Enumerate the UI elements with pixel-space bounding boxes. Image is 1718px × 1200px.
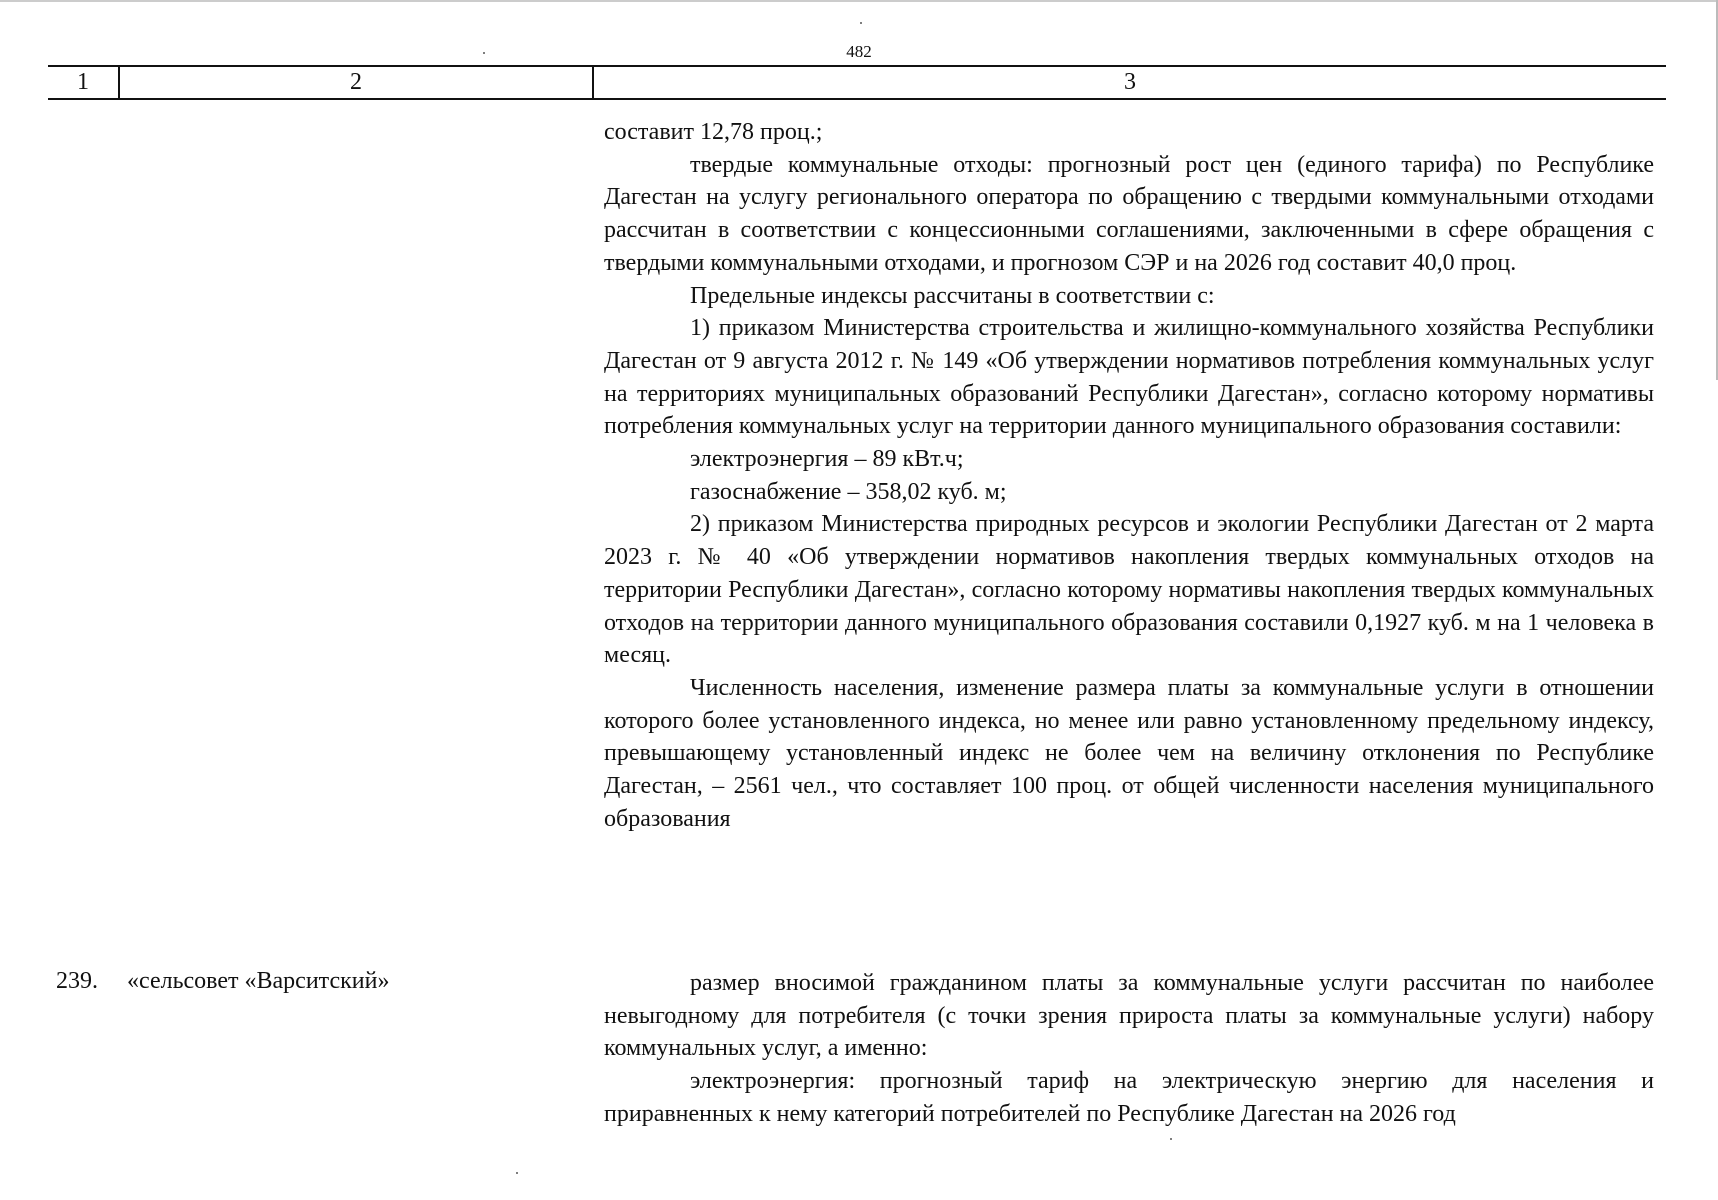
block1-paragraph: 1) приказом Министерства строительства и жилищно-коммунального хозяйства Республики Дагестан от 9 августа 2012 г. № 149 «Об утверждении нормативов потребления коммунальных услуг на территориях муниципальных образований Республики Дагестан», согласно которому нормативы потребления коммунальных услуг на территории данного муниципального образования составили: xyxy=(604,315,1654,440)
scan-speck xyxy=(1170,1138,1172,1140)
block1-paragraph: твердые коммунальные отходы: прогнозный рост цен (единого тарифа) по Республике Дагестан на услугу регионального оператора по обращению с твердыми коммунальными отходами рассчитан в соответствии с концессионными соглашениями, заключенными в сфере обращения с твердыми коммунальными отходами, и прогнозом СЭР и на 2026 год составит 40,0 проц. xyxy=(604,151,1654,276)
row-239-name: «сельсовет «Варситский» xyxy=(127,968,390,994)
scan-speck xyxy=(860,22,862,24)
table-header-col1: 1 xyxy=(77,69,89,95)
table-header-col2: 2 xyxy=(350,69,362,95)
table-header-bottom-border xyxy=(48,98,1666,100)
row-239-number: 239. xyxy=(56,968,98,994)
row-239-paragraph: электроэнергия: прогнозный тариф на электрическую энергию для населения и приравненных к нему категорий потребителей по Республике Дагестан на 2026 год xyxy=(604,1068,1654,1127)
block1-paragraph: 2) приказом Министерства природных ресурсов и экологии Республики Дагестан от 2 марта 2023 г. № 40 «Об утверждении нормативов накопления твердых коммунальных отходов на территории Республики Дагестан», согласно которому нормативы накопления твердых коммунальных отходов на территории данного муниципального образования составили 0,1927 куб. м на 1 человека в месяц. xyxy=(604,511,1654,669)
scan-speck xyxy=(516,1172,518,1174)
block1-text-column xyxy=(604,116,1654,835)
block1-paragraph: составит 12,78 проц.; xyxy=(604,119,823,145)
row-239-text-column xyxy=(604,967,1654,1131)
page-number: 482 xyxy=(846,42,872,61)
block1-paragraph: электроэнергия – 89 кВт.ч; xyxy=(690,446,964,473)
scan-top-edge xyxy=(0,0,1718,2)
block1-paragraph: газоснабжение – 358,02 куб. м; xyxy=(690,478,1007,505)
block1-paragraph: Предельные индексы рассчитаны в соответствии с: xyxy=(690,282,1215,309)
scan-speck xyxy=(483,52,485,54)
block1-paragraph: Численность населения, изменение размера платы за коммунальные услуги в отношении которого более установленного индекса, но менее или равно установленному предельному индексу, превышающему установленный индекс не более чем на величину отклонения по Республике Дагестан, – 2561 чел., что составляет 100 проц. от общей численности населения муниципального образования xyxy=(604,674,1654,832)
table-header-col3: 3 xyxy=(1124,69,1136,95)
row-239-paragraph: размер вносимой гражданином платы за коммунальные услуги рассчитан по наиболее невыгодному для потребителя (с точки зрения прироста платы за коммунальные услуги) набору коммунальных услуг, а именно: xyxy=(604,970,1654,1062)
